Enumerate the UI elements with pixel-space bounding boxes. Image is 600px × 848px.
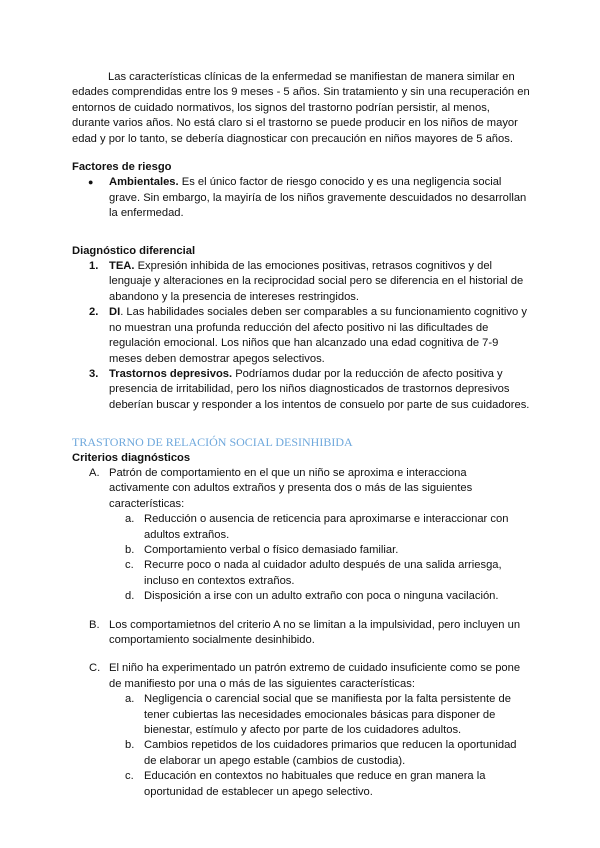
criterion-a [72, 466, 530, 512]
criterion-text: El niño ha experimentado un patrón extremo de cuidado insuficiente como se pone de manifiesto por una o más de las siguientes características: [109, 662, 521, 690]
differential-item [72, 305, 530, 367]
differential-heading: Diagnóstico diferencial [72, 244, 196, 257]
criterion-subitem [72, 589, 530, 604]
bullet-dot: ● [88, 177, 94, 188]
criterion-text: Los comportamietnos del criterio A no se limitan a la impulsividad, pero incluyen un comportamiento socialmente desinhibido. [109, 618, 521, 646]
risk-item [72, 175, 530, 221]
differential-item [72, 367, 530, 413]
criterion-letter: B. [89, 618, 100, 631]
subitem-text: Recurre poco o nada al cuidador adulto después de una salida arriesga, incluso en contextos extraños. [144, 559, 502, 587]
document-page [72, 70, 530, 800]
differential-item-label: DI [109, 306, 121, 319]
differential-item-text: Podríamos dudar por la reducción de afecto positiva y presencia de irritabilidad, pero los niños diagnosticados de trastornos depresivos deberían buscar y responder a los intentos de consuelo por parte de sus cuidadores. [109, 367, 530, 411]
subitem-mark: c. [125, 559, 134, 572]
subitem-mark: b. [125, 739, 135, 752]
criterion-subitem [72, 769, 530, 800]
intro-paragraph: Las características clínicas de la enfermedad se manifiestan de manera similar en edades comprendidas entre los 9 meses - 5 años. Sin tratamiento y sin una recuperación en entornos de cuidado normativos, los signos del trastorno podrían persistir, al menos, durante varios años. No está claro si el trastorno se puede producir en los niños de mayor edad y por lo tanto, se debería diagnosticar con precaución en niños mayores de 5 años. [72, 71, 530, 145]
subitem-mark: a. [125, 693, 135, 706]
item-number: 1. [89, 260, 99, 273]
subitem-mark: b. [125, 543, 135, 556]
criterion-subitem [72, 692, 530, 738]
subitem-text: Educación en contextos no habituales que reduce en gran manera la oportunidad de establecer un apego selectivo. [144, 770, 486, 798]
criterion-letter: A. [89, 466, 100, 479]
criterion-subitem [72, 543, 530, 558]
subitem-mark: d. [125, 590, 135, 603]
criterion-text: Patrón de comportamiento en el que un niño se aproxima e interacciona activamente con adultos extraños y presenta dos o más de las siguientes características: [109, 466, 473, 510]
criterion-subitem [72, 558, 530, 589]
criteria-heading: Criterios diagnósticos [72, 451, 191, 464]
subitem-mark: a. [125, 513, 135, 526]
item-number: 2. [89, 306, 99, 319]
criterion-subitem [72, 738, 530, 769]
criterion-subitem [72, 512, 530, 543]
differential-item-label: Trastornos depresivos. [109, 367, 233, 380]
differential-item-text: Expresión inhibida de las emociones positivas, retrasos cognitivos y del lenguaje y alteraciones en la reciprocidad social pero se diferencia en el historial de abandono y la presencia de intereses restringidos. [109, 260, 524, 303]
differential-item-text: . Las habilidades sociales deben ser comparables a su funcionamiento cognitivo y no muestran una profunda reducción del afecto positivo ni las dificultades de regulación emocional. Los niños que han alcanzado una edad cognitiva de 7-9 meses deben demostrar apegos selectivos. [109, 306, 527, 365]
item-number: 3. [89, 367, 99, 380]
criterion-letter: C. [89, 662, 101, 675]
criterion-b [72, 618, 530, 649]
differential-item-label: TEA. [109, 260, 135, 273]
subitem-text: Cambios repetidos de los cuidadores primarios que reducen la oportunidad de elaborar un apego estable (cambios de custodia). [144, 739, 517, 767]
criterion-c [72, 661, 530, 692]
risk-item-label: Ambientales. [109, 176, 179, 189]
subitem-text: Comportamiento verbal o físico demasiado familiar. [144, 543, 399, 556]
risk-item-text: Es el único factor de riesgo conocido y es una negligencia social grave. Sin embargo, la mayiría de los niños gravemente descuidados no desarrollan la enfermedad. [109, 176, 527, 220]
differential-item [72, 259, 530, 305]
subitem-text: Reducción o ausencia de reticencia para aproximarse e interaccionar con adultos extraños. [144, 513, 509, 541]
section-title: TRASTORNO DE RELACIÓN SOCIAL DESINHIBIDA [72, 435, 353, 450]
subitem-mark: c. [125, 770, 134, 783]
risk-factors-heading: Factores de riesgo [72, 161, 172, 174]
subitem-text: Disposición a irse con un adulto extraño con poca o ninguna vacilación. [144, 590, 499, 603]
subitem-text: Negligencia o carencial social que se manifiesta por la falta persistente de tener cubiertas las necesidades emocionales básicas para disponer de bienestar, estímulo y afecto por parte de los cuidadores adultos. [144, 693, 511, 737]
